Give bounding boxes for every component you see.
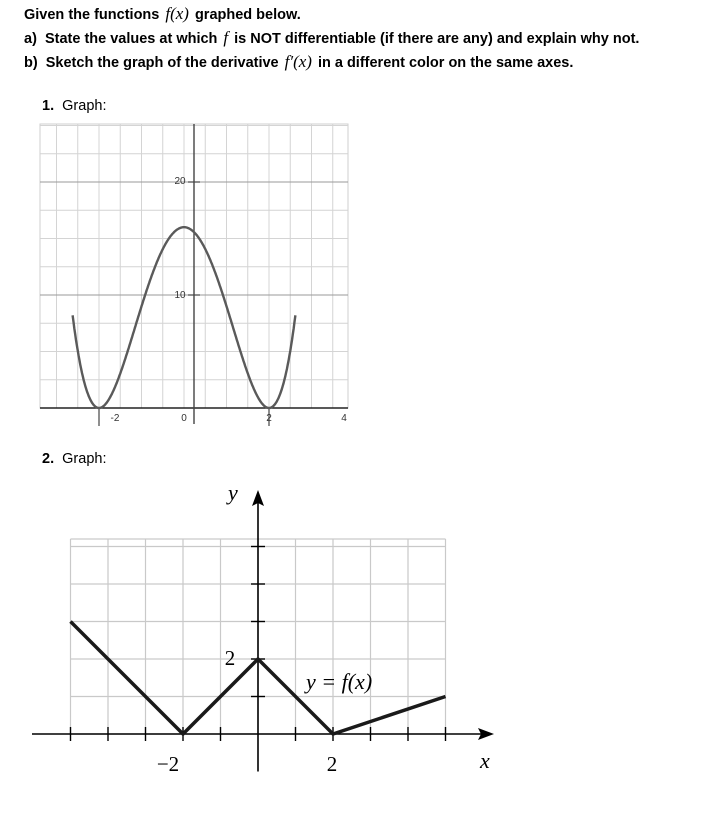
graph2-curve-label: y = f(x) — [306, 669, 373, 694]
graph2-axes — [32, 490, 494, 772]
question-b-function: f′(x) — [284, 52, 312, 71]
question-a-prefix: a) — [24, 31, 37, 47]
graph1-ytick-20: 20 — [174, 176, 186, 187]
question-b-prefix: b) — [24, 55, 38, 71]
question-b-post: in a different color on the same axes. — [317, 55, 574, 71]
graph1-xtick-2: 2 — [266, 413, 272, 424]
graph1-xtick-neg2: -2 — [110, 413, 120, 424]
graph2-ytick-2: 2 — [224, 646, 236, 670]
graph1-xtick-0: 0 — [181, 413, 187, 424]
graph2-label: Graph: — [62, 451, 107, 467]
graph1 — [40, 124, 348, 426]
question-a-function: f — [223, 28, 229, 47]
intro-post: graphed below. — [194, 7, 301, 23]
graph2-y-axis-label: y — [228, 480, 238, 505]
question-b-pre: Sketch the graph of the derivative — [45, 55, 279, 71]
question-a-post: is NOT differentiable (if there are any) and explain why not. — [234, 31, 640, 47]
graph1-axes — [40, 124, 348, 426]
graph1-label: Graph: — [62, 98, 107, 114]
intro-function: f(x) — [165, 4, 189, 23]
graph1-ytick-10: 10 — [174, 290, 186, 301]
graph1-xtick-4: 4 — [341, 413, 347, 424]
graph1-number: 1. — [42, 98, 55, 114]
graph2 — [32, 480, 494, 776]
question-a-pre: State the values at which — [44, 31, 218, 47]
graph2-number: 2. — [42, 451, 55, 467]
intro-pre: Given the functions — [24, 7, 160, 23]
graph2-xtick-2: 2 — [326, 752, 338, 776]
graph2-x-axis-label: x — [480, 748, 490, 773]
graph2-xtick-neg2: −2 — [156, 752, 180, 776]
